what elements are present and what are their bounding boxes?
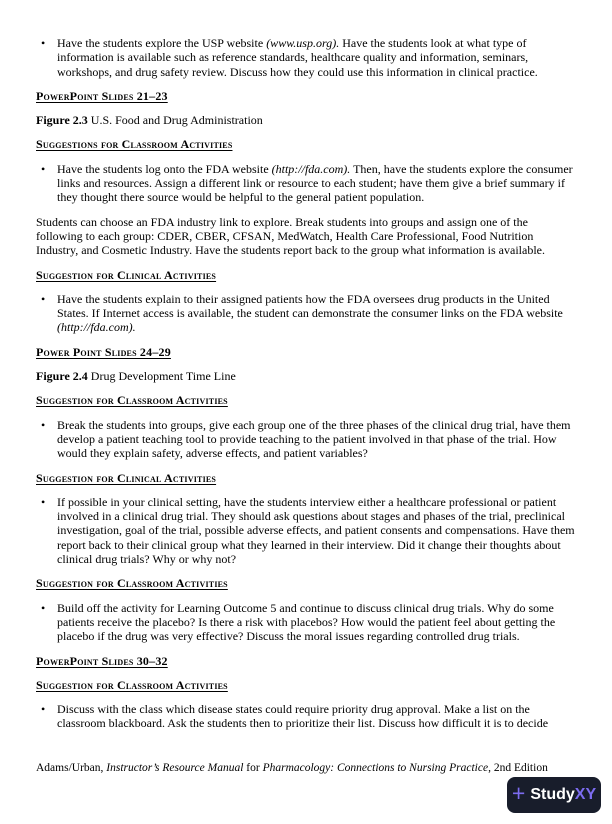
page-footer [36, 761, 592, 775]
bullet-text-italic-url: (http://fda.com). [57, 320, 136, 335]
bullet-marker: • [41, 161, 46, 176]
plus-icon: + [511, 780, 526, 806]
bullet-text-italic-url: (http://fda.com). [271, 161, 351, 176]
brand-study-text: Study [530, 785, 575, 803]
section-heading-suggestion-classroom-3 [36, 576, 577, 590]
heading-text: Suggestion for Classroom Activities [36, 576, 228, 591]
bullet-marker: • [41, 702, 46, 717]
bullet-text: Then, have the students explore the consumer links and resources. Assign a different link or resource to each student; have them give a brief summary if they thought there source would be helpful to the general patient population. [57, 161, 573, 205]
bullet-text: Have the students explore the USP website [57, 36, 267, 50]
bullet-text: Discuss with the class which disease states could require priority drug approval. Make a list on the classroom blackboard. Ask the students then to prioritize their list. Discuss how difficult it is to decide [57, 702, 549, 731]
section-heading-powerpoint-24-29 [36, 345, 577, 359]
bullet-marker: • [41, 417, 46, 432]
bullet-text: Break the students into groups, give each group one of the three phases of the clinical drug trial, have them develop a patient teaching tool to provide teaching to the patient involved in that phase of the trial. How would they explain safety, adverse effects, and patient variables? [57, 417, 571, 461]
figure-label: Figure 2.3 [36, 113, 88, 128]
bullet-text: Have the students explain to their assigned patients how the FDA oversees drug products in the United States. If Internet access is available, the student can demonstrate the consumer links on the FDA website [57, 291, 563, 321]
section-heading-suggestion-classroom-4 [36, 678, 577, 692]
section-heading-suggestion-classroom-2 [36, 393, 577, 407]
page-content [36, 36, 577, 741]
footer-subject-title: Pharmacology: Connections to Nursing Practice [262, 762, 489, 774]
heading-text: PowerPoint Slides 30–32 [36, 653, 168, 668]
studyxy-logo [507, 777, 601, 813]
section-heading-suggestion-clinical-2 [36, 471, 577, 485]
bullet-marker: • [41, 600, 46, 615]
brand-xy-text: XY [574, 785, 597, 803]
bullet-marker: • [41, 291, 46, 306]
bullet-item-drug-trial-phases [36, 418, 577, 461]
figure-label: Figure 2.4 [36, 369, 88, 384]
bullet-text: If possible in your clinical setting, have the students interview either a healthcare professional or patient involved in a clinical drug trial. They should ask questions about stages and phases of the trial, preclinical investigation, goal of the trial, possible adverse effects, and patient consents and compensations. Have them report back to their clinical group what they learned in their interview. Did it change their thoughts about clinical drug trials? Why or why not? [57, 494, 575, 567]
heading-text: Suggestion for Classroom Activities [36, 677, 228, 692]
bullet-text: Have the students look at what type of information is available such as reference standards, healthcare quality and information, seminars, workshops, and drug safety review. Discuss how they could use this information in clinical practice. [57, 36, 538, 79]
bullet-marker: • [41, 36, 46, 50]
bullet-text: Build off the activity for Learning Outcome 5 and continue to discuss clinical drug trials. Why do some patients receive the placebo? Is there a risk with placebos? How would the patient feel about getting the placebo if the drug was very effective? Discuss the moral issues regarding controlled drug trials. [57, 600, 556, 644]
paragraph-fda-industry-links: Students can choose an FDA industry link to explore. Break students into groups and assign one of the following to each group: CDER, CBER, CFSAN, MedWatch, Health Care Professional, Food Nutrition Industry, and Cosmetic Industry. Have the students report back to the group what information is available. [36, 214, 545, 258]
section-heading-powerpoint-21-23 [36, 89, 577, 103]
heading-text: Suggestions for Classroom Activities [36, 137, 233, 152]
figure-caption-2-4 [36, 369, 577, 383]
figure-title: U.S. Food and Drug Administration [87, 113, 263, 128]
heading-text: PowerPoint Slides 21–23 [36, 88, 168, 103]
bullet-item-fda-website [36, 162, 577, 205]
footer-text: Adams/Urban, [36, 762, 107, 774]
bullet-item-usp-website [36, 36, 577, 79]
bullet-item-interview [36, 495, 577, 566]
footer-text: for [243, 762, 263, 774]
bullet-item-fda-oversees [36, 292, 577, 335]
brand-wordmark [530, 785, 597, 803]
bullet-text-italic-url: (www.usp.org). [266, 36, 340, 50]
section-heading-suggestions-classroom-1 [36, 137, 577, 151]
heading-text: Suggestion for Clinical Activities [36, 267, 217, 282]
footer-book-title: Instructor’s Resource Manual [106, 762, 244, 774]
bullet-item-placebo [36, 601, 577, 644]
section-heading-powerpoint-30-32 [36, 654, 577, 668]
heading-text: Suggestion for Clinical Activities [36, 470, 217, 485]
bullet-item-priority-approval [36, 702, 577, 731]
heading-text: Suggestion for Classroom Activities [36, 393, 228, 408]
bullet-marker: • [41, 494, 46, 509]
footer-text: , 2nd Edition [488, 762, 548, 774]
figure-caption-2-3 [36, 113, 577, 127]
section-heading-suggestion-clinical-1 [36, 268, 577, 282]
bullet-text: Have the students log onto the FDA website [57, 161, 272, 176]
heading-text: Power Point Slides 24–29 [36, 344, 171, 359]
figure-title: Drug Development Time Line [87, 369, 236, 384]
